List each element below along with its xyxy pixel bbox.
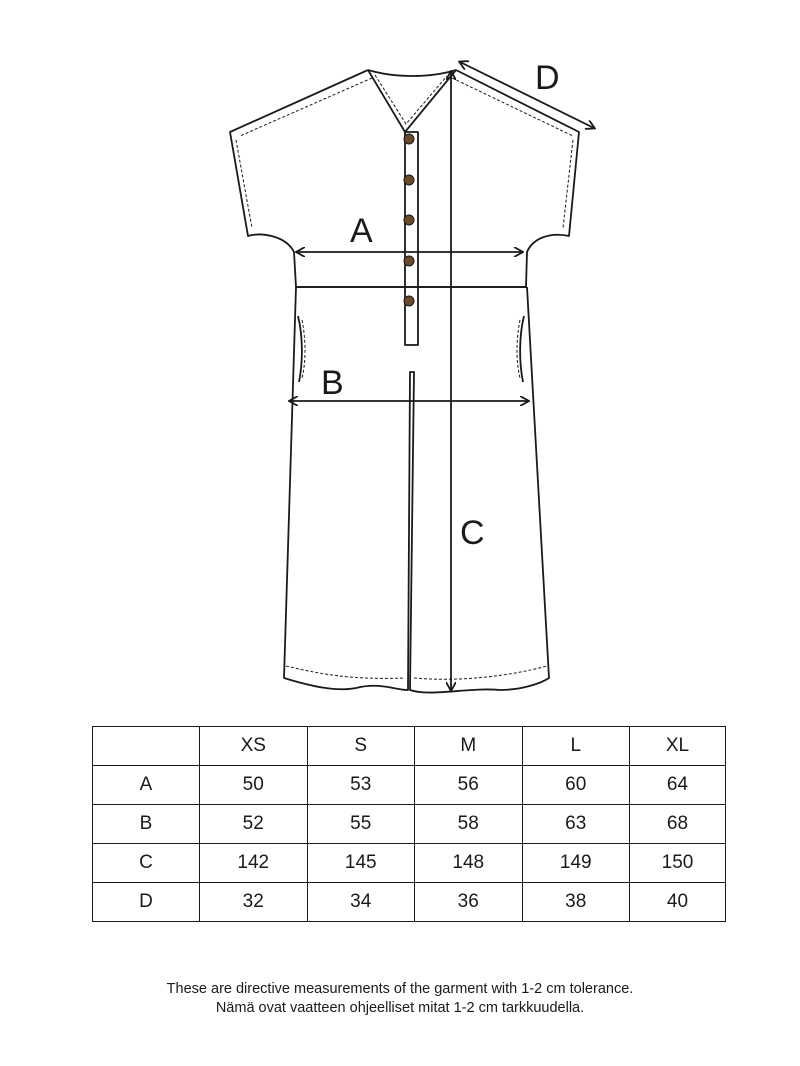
- label-a: A: [350, 212, 373, 250]
- header-cell: XL: [630, 727, 726, 766]
- table-cell: 52: [200, 805, 308, 844]
- table-cell: 60: [522, 766, 630, 805]
- row-label: C: [93, 844, 200, 883]
- button: [404, 256, 414, 266]
- table-cell: 142: [200, 844, 308, 883]
- table-cell: 68: [630, 805, 726, 844]
- table-cell: 148: [415, 844, 523, 883]
- table-cell: 55: [307, 805, 415, 844]
- hem-stitch: [286, 666, 547, 679]
- note-finnish: Nämä ovat vaatteen ohjeelliset mitat 1-2 cm tarkkuudella.: [215, 1000, 585, 1016]
- front-neckline: [368, 70, 456, 132]
- header-cell: [93, 727, 200, 766]
- left-pocket: [298, 316, 302, 382]
- button: [404, 296, 414, 306]
- tolerance-note: [0, 980, 800, 1018]
- trousers-outline: [284, 287, 549, 693]
- shoulder-stitch: [240, 78, 573, 136]
- table-cell: 58: [415, 805, 523, 844]
- table-cell: 150: [630, 844, 726, 883]
- table-header-row: [93, 727, 726, 766]
- label-d: D: [535, 59, 560, 97]
- note-english: These are directive measurements of the garment with 1-2 cm tolerance.: [166, 981, 634, 997]
- header-cell: XS: [200, 727, 308, 766]
- header-cell: S: [307, 727, 415, 766]
- table-row: [93, 883, 726, 922]
- row-label: D: [93, 883, 200, 922]
- table-cell: 64: [630, 766, 726, 805]
- table-cell: 145: [307, 844, 415, 883]
- table-cell: 149: [522, 844, 630, 883]
- button: [404, 175, 414, 185]
- table-cell: 63: [522, 805, 630, 844]
- header-cell: M: [415, 727, 523, 766]
- label-c: C: [460, 514, 485, 552]
- measure-arrow-d: [460, 62, 594, 128]
- table-cell: 38: [522, 883, 630, 922]
- header-cell: L: [522, 727, 630, 766]
- table-cell: 53: [307, 766, 415, 805]
- back-neckline: [368, 70, 456, 76]
- size-chart-table: [92, 726, 726, 922]
- label-b: B: [321, 364, 344, 402]
- right-pocket: [520, 316, 524, 382]
- table-cell: 40: [630, 883, 726, 922]
- table-cell: 36: [415, 883, 523, 922]
- button-placket: [405, 132, 418, 345]
- table-row: [93, 766, 726, 805]
- table-cell: 50: [200, 766, 308, 805]
- table-row: [93, 805, 726, 844]
- table-cell: 34: [307, 883, 415, 922]
- table-cell: 32: [200, 883, 308, 922]
- button: [404, 134, 414, 144]
- button: [404, 215, 414, 225]
- table-cell: 56: [415, 766, 523, 805]
- table-row: [93, 844, 726, 883]
- row-label: B: [93, 805, 200, 844]
- row-label: A: [93, 766, 200, 805]
